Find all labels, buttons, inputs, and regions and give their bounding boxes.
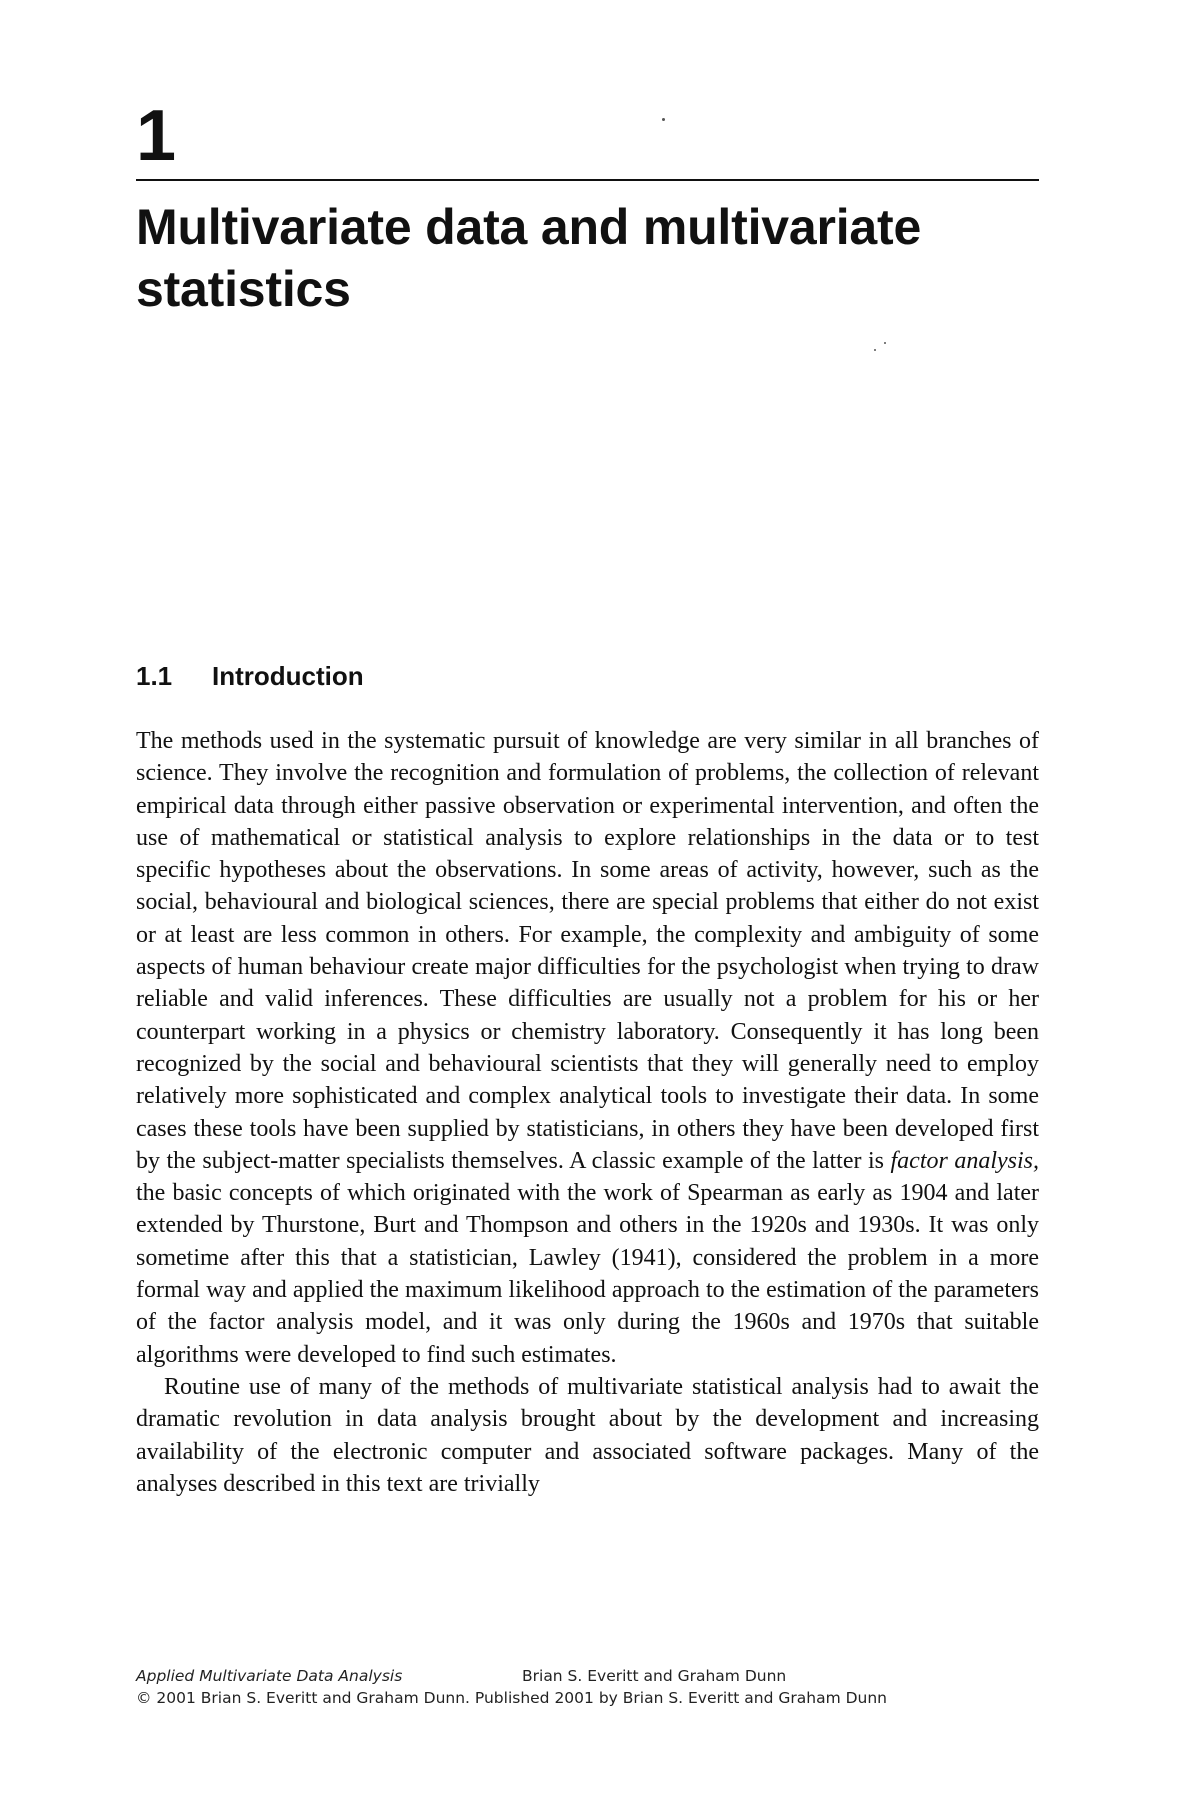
paragraph [136,725,1039,1371]
footer-copyright: © 2001 Brian S. Everitt and Graham Dunn. Published 2001 by Brian S. Everitt and Graham Dunn [136,1689,888,1707]
body-text [136,725,1039,1500]
chapter-title: Multivariate data and multivariate statistics [136,199,922,317]
paragraph-text: the basic concepts of which originated with the work of Spearman as early as 1904 and later extended by Thurstone, Burt and Thompson and others in the 1920s and 1930s. It was only sometime after this that a statistician, Lawley (1941), considered the problem in a more formal way and applied the maximum likelihood approach to the estimation of the parameters of the factor analysis model, and it was only during the 1960s and 1970s that suitable algorithms were developed to find such estimates. [136,1180,1039,1368]
footer-authors: Brian S. Everitt and Graham Dunn [522,1667,787,1685]
scan-speck [874,349,876,351]
emphasis-term: factor analysis, [890,1147,1039,1174]
paragraph: Routine use of many of the methods of multivariate statistical analysis had to await the dramatic revolution in data analysis brought about by the development and increasing availability of the electronic computer and associated software packages. Many of the analyses described in this text are trivially [136,1373,1039,1497]
footer-book-title: Applied Multivariate Data Analysis [136,1667,403,1685]
footer-citation [136,1665,1096,1687]
chapter-rule [136,179,1039,181]
section-title: Introduction [212,661,364,691]
section-heading [136,660,364,692]
section-number: 1.1 [136,661,173,691]
scan-speck [884,342,886,344]
chapter-number: 1 [136,96,177,176]
paragraph-text: The methods used in the systematic pursuit of knowledge are very similar in all branches of science. They involve the recognition and formulation of problems, the collection of relevant empirical data through either passive observation or experimental intervention, and often the use of mathematical or statistical analysis to explore relationships in the data or to test specific hypotheses about the observations. In some areas of activity, however, such as the social, behavioural and biological sciences, there are special problems that either do not exist or at least are less common in others. For example, the complexity and ambiguity of some aspects of human behaviour create major difficulties for the psychologist when trying to draw reliable and valid inferences. These difficulties are usually not a problem for his or her counterpart working in a physics or chemistry laboratory. Consequently it has long been recognized by the social and behavioural scientists that they will generally need to employ relatively more sophisticated and complex analytical tools to investigate their data. In some cases these tools have been supplied by statisticians, in others they have been developed first by the subject-matter specialists themselves. A classic example of the latter is [136,728,1039,1174]
scan-speck [662,118,665,121]
page-footer [136,1665,1096,1709]
